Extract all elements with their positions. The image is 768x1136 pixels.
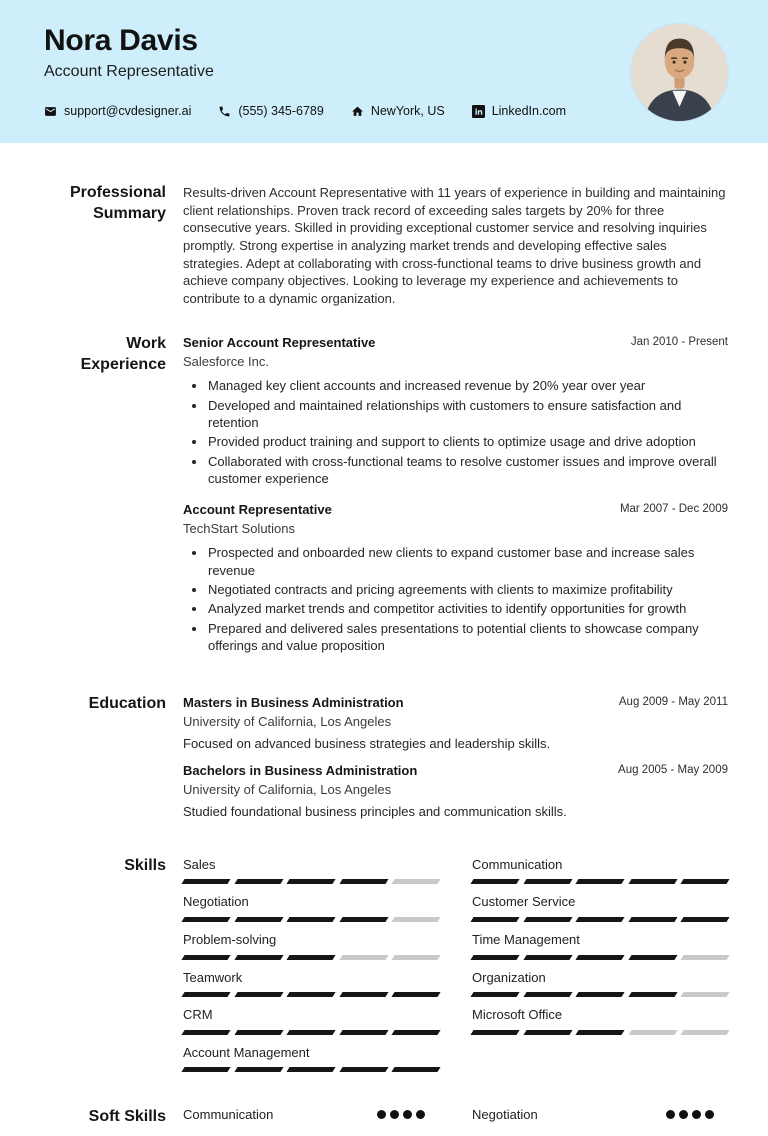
job-bullet: • Analyzed market trends and competitor activities to identify opportunities for growth [207,600,728,617]
education-item-header [183,762,728,798]
skill-name: Negotiation [183,894,249,910]
skill-item [183,969,439,998]
job-dates: Jan 2010 - Present [630,335,728,348]
skill-name: CRM [183,1007,213,1023]
skill-bar-segment-filled [628,879,677,884]
rating-dot [666,1110,675,1119]
skill-level-bar [183,1067,439,1072]
skill-name: Problem-solving [183,931,277,947]
section-heading-summary: Professional Summary [69,184,166,222]
skill-bar-segment-filled [576,955,625,960]
education-item [183,694,728,753]
skill-bar-segment-filled [523,917,572,922]
skill-bar-segment-empty [681,955,730,960]
rating-dot [692,1110,701,1119]
skill-name: Microsoft Office [472,1007,563,1023]
skill-bar-segment-empty [628,1030,677,1035]
education-title-block [183,694,404,730]
person-job-title: Account Representative [44,63,214,80]
skill-bar-segment-filled [339,1067,388,1072]
section-work-experience [0,334,728,668]
contact-text: (555) 345-6789 [238,104,324,118]
profile-photo [631,24,728,121]
skill-bar-segment-filled [287,879,336,884]
header-text-block [44,24,728,118]
skill-bar-segment-filled [576,1030,625,1035]
skill-bar-segment-filled [576,879,625,884]
skill-bar-segment-filled [287,955,336,960]
skill-level-bar [472,992,728,997]
skill-level-bar [183,955,439,960]
skill-level-bar [472,1030,728,1035]
school-name: University of California, Los Angeles [183,782,392,798]
skill-bar-segment-filled [523,955,572,960]
resume-header [0,0,768,143]
skill-bar-segment-filled [339,879,388,884]
company-name: TechStart Solutions [183,521,296,537]
skill-bar-segment-filled [234,955,283,960]
job-bullet: • Prospected and onboarded new clients to expand customer base and increase sales revenue [207,544,728,579]
skill-bar-segment-filled [523,992,572,997]
skill-level-bar [183,1030,439,1035]
soft-skills-column [472,1107,728,1136]
skill-level-bar [472,955,728,960]
skill-bar-segment-filled [576,992,625,997]
skill-bar-segment-filled [523,879,572,884]
soft-skill-dots [377,1110,425,1119]
section-education [0,694,728,830]
job-bullet-list [183,377,728,487]
skill-bar-segment-filled [234,992,283,997]
contact-row [44,104,728,118]
skill-bar-segment-empty [681,992,730,997]
contact-item [218,104,323,118]
job-bullet: • Developed and maintained relationships with customers to ensure satisfaction and retention [207,397,728,432]
rating-dot [403,1110,412,1119]
skill-bar-segment-filled [234,1030,283,1035]
skill-bar-segment-filled [470,992,519,997]
skill-item [183,1006,439,1035]
contact-item [472,104,566,118]
skill-bar-segment-filled [287,917,336,922]
soft-skills-grid [183,1107,728,1136]
skills-grid [183,856,728,1081]
skill-item [472,931,728,960]
section-soft-skills [0,1107,728,1136]
summary-text: Results-driven Account Representative with 11 years of experience in building and maintaining client relationships. Proven track record of exceeding sales targets by 20% for three consecutive years. Skilled in providing exceptional customer service and resolving inquiries promptly. Strong expertise in analyzing market trends and developing effective sales strategies. Adept at collaborating with cross-functional teams to drive business growth and achieve company objectives. Looking to leverage my experience and achievements to contribute to a dynamic organization. [183,185,726,307]
skill-bar-segment-empty [392,917,441,922]
skill-bar-segment-filled [392,1067,441,1072]
skill-bar-segment-filled [339,1030,388,1035]
rating-dot [416,1110,425,1119]
contact-item [351,104,445,118]
company-name: Salesforce Inc. [183,354,269,370]
avatar-illustration [631,24,728,121]
job-title-text: Senior Account Representative [183,334,376,350]
skill-bar-segment-filled [287,1067,336,1072]
skill-bar-segment-filled [181,992,230,997]
skill-name: Teamwork [183,969,243,985]
skill-item [472,856,728,885]
skill-item [183,856,439,885]
skills-column [183,856,439,1081]
skill-level-bar [472,917,728,922]
skill-name: Organization [472,969,546,985]
skill-bar-segment-filled [181,1067,230,1072]
phone-icon [218,105,231,118]
experience-title-block [183,334,375,370]
skill-bar-segment-filled [628,917,677,922]
skill-bar-segment-filled [681,917,730,922]
experience-item-header [183,334,728,370]
skill-bar-segment-filled [628,992,677,997]
skill-bar-segment-filled [681,879,730,884]
skill-level-bar [183,917,439,922]
skill-item [183,893,439,922]
skill-bar-segment-filled [339,992,388,997]
degree-name: Masters in Business Administration [183,694,404,710]
job-bullet: • Prepared and delivered sales presentations to potential clients to showcase company offerings and value proposition [207,620,728,655]
skill-bar-segment-filled [470,1030,519,1035]
education-description: Studied foundational business principles and communication skills. [183,804,567,820]
education-dates: Aug 2005 - May 2009 [618,763,728,776]
skill-bar-segment-filled [470,879,519,884]
section-heading-experience: Work Experience [80,334,166,373]
skill-level-bar [183,992,439,997]
education-list [183,694,728,830]
skill-name: Customer Service [472,894,576,910]
skill-item [183,1044,439,1073]
skill-item [472,893,728,922]
skill-bar-segment-filled [392,1030,441,1035]
job-bullet: • Negotiated contracts and pricing agreements with clients to maximize profitability [207,581,728,598]
soft-skill-name: Negotiation [472,1107,538,1123]
skill-bar-segment-empty [392,955,441,960]
section-heading-soft-skills: Soft Skills [88,1108,166,1126]
contact-text: LinkedIn.com [491,104,567,118]
summary-body [183,183,728,308]
education-title-block [183,762,417,798]
skill-bar-segment-filled [234,917,283,922]
rating-dot [705,1110,714,1119]
email-icon [44,105,57,118]
skill-level-bar [472,879,728,884]
skill-bar-segment-filled [392,992,441,997]
linkedin-icon [472,105,485,118]
skill-bar-segment-filled [628,955,677,960]
job-bullet: • Managed key client accounts and increased revenue by 20% year over year [207,377,728,394]
job-bullet-list [183,544,728,654]
skill-level-bar [183,879,439,884]
section-heading-education: Education [88,694,166,712]
skill-bar-segment-filled [287,1030,336,1035]
skill-bar-segment-empty [339,955,388,960]
skill-bar-segment-filled [181,955,230,960]
education-dates: Aug 2009 - May 2011 [618,695,728,708]
job-title-text: Account Representative [183,501,332,517]
experience-list [183,334,728,668]
contact-item [44,104,191,118]
school-name: University of California, Los Angeles [183,714,392,730]
skill-item [472,969,728,998]
skill-name: Communication [472,856,563,872]
section-heading-skills: Skills [124,856,166,874]
job-bullet: • Provided product training and support to clients to optimize usage and drive adoption [207,433,728,450]
skill-bar-segment-filled [523,1030,572,1035]
resume-body [0,143,768,1136]
soft-skill-dots [666,1110,714,1119]
section-skills [0,856,728,1081]
soft-skill-item [183,1107,439,1122]
contact-text: NewYork, US [370,104,445,118]
rating-dot [377,1110,386,1119]
person-name: Nora Davis [44,24,198,57]
education-item [183,762,728,821]
experience-item [183,501,728,655]
skill-name: Account Management [183,1044,310,1060]
degree-name: Bachelors in Business Administration [183,762,418,778]
skill-bar-segment-empty [681,1030,730,1035]
skill-bar-segment-filled [181,879,230,884]
skill-bar-segment-filled [287,992,336,997]
skill-bar-segment-filled [339,917,388,922]
experience-item-header [183,501,728,537]
job-dates: Mar 2007 - Dec 2009 [619,502,728,515]
skill-bar-segment-empty [392,879,441,884]
rating-dot [679,1110,688,1119]
skill-bar-segment-filled [470,917,519,922]
skill-bar-segment-filled [181,1030,230,1035]
contact-text: support@cvdesigner.ai [64,104,192,118]
skill-bar-segment-filled [234,879,283,884]
experience-title-block [183,501,332,537]
skill-bar-segment-filled [181,917,230,922]
skill-name: Time Management [472,931,580,947]
soft-skill-name: Communication [183,1107,274,1123]
skill-item [472,1006,728,1035]
education-description: Focused on advanced business strategies and leadership skills. [183,736,551,752]
skill-bar-segment-filled [576,917,625,922]
job-bullet: • Collaborated with cross-functional teams to resolve customer issues and improve overall customer experience [207,453,728,488]
skills-column [472,856,728,1044]
skill-name: Sales [183,856,216,872]
skill-item [183,931,439,960]
education-item-header [183,694,728,730]
home-icon [351,105,364,118]
soft-skills-column [183,1107,439,1136]
experience-item [183,334,728,488]
skill-bar-segment-filled [470,955,519,960]
soft-skill-item [472,1107,728,1122]
section-professional-summary [0,183,728,308]
skill-bar-segment-filled [234,1067,283,1072]
rating-dot [390,1110,399,1119]
